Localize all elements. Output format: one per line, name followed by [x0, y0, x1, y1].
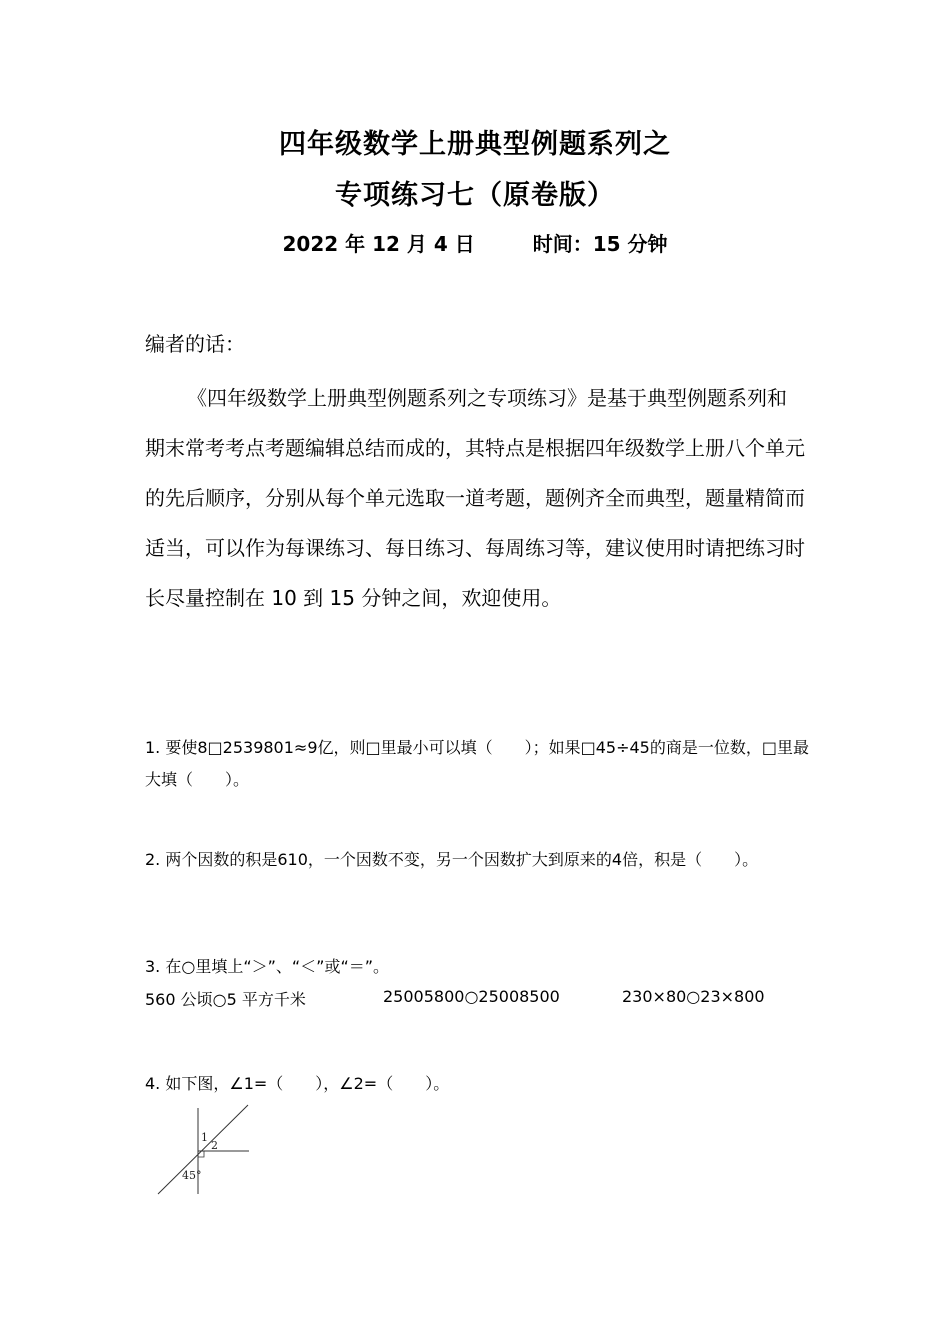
angle-label-45: 45° [182, 1169, 202, 1182]
question-2: 2. 两个因数的积是610，一个因数不变，另一个因数扩大到原来的4倍，积是（ ）。 [145, 850, 759, 869]
comparison-item-1: 560 公顷○5 平方千米 [145, 990, 306, 1009]
question-3: 3. 在○里填上“＞”、“＜”或“＝”。 [145, 957, 390, 976]
question-1: 1. 要使8□2539801≈9亿，则□里最小可以填（ ）；如果□45÷45的商是一位数，□里最大填（ ）。 [145, 738, 809, 789]
title-line-1: 四年级数学上册典型例题系列之 [279, 129, 671, 160]
date: 2022 年 12 月 4 日 [282, 232, 475, 256]
comparison-item-3: 230×80○23×800 [622, 987, 765, 1006]
editor-note-label: 编者的话： [145, 332, 245, 356]
editor-note-body: 《四年级数学上册典型例题系列之专项练习》是基于典型例题系列和期末常考考点考题编辑总结而成的，其特点是根据四年级数学上册八个单元的先后顺序，分别从每个单元选取一道考题，题例齐全而典型，题量精简而适当，可以作为每课练习、每日练习、每周练习等，建议使用时请把练习时长尽量控制在 10 到 15 分钟之间，欢迎使用。 [145, 386, 805, 610]
angle-figure [155, 1100, 255, 1200]
comparison-item-2: 25005800○25008500 [383, 987, 560, 1006]
question-4: 4. 如下图，∠1=（ ），∠2=（ ）。 [145, 1074, 450, 1093]
title-line-2: 专项练习七（原卷版） [335, 180, 615, 211]
diagonal-line [158, 1105, 248, 1194]
angle-label-2: 2 [211, 1139, 218, 1152]
time-limit: 时间：15 分钟 [532, 232, 668, 256]
angle-label-1: 1 [201, 1131, 208, 1144]
date-time-line [0, 228, 950, 257]
